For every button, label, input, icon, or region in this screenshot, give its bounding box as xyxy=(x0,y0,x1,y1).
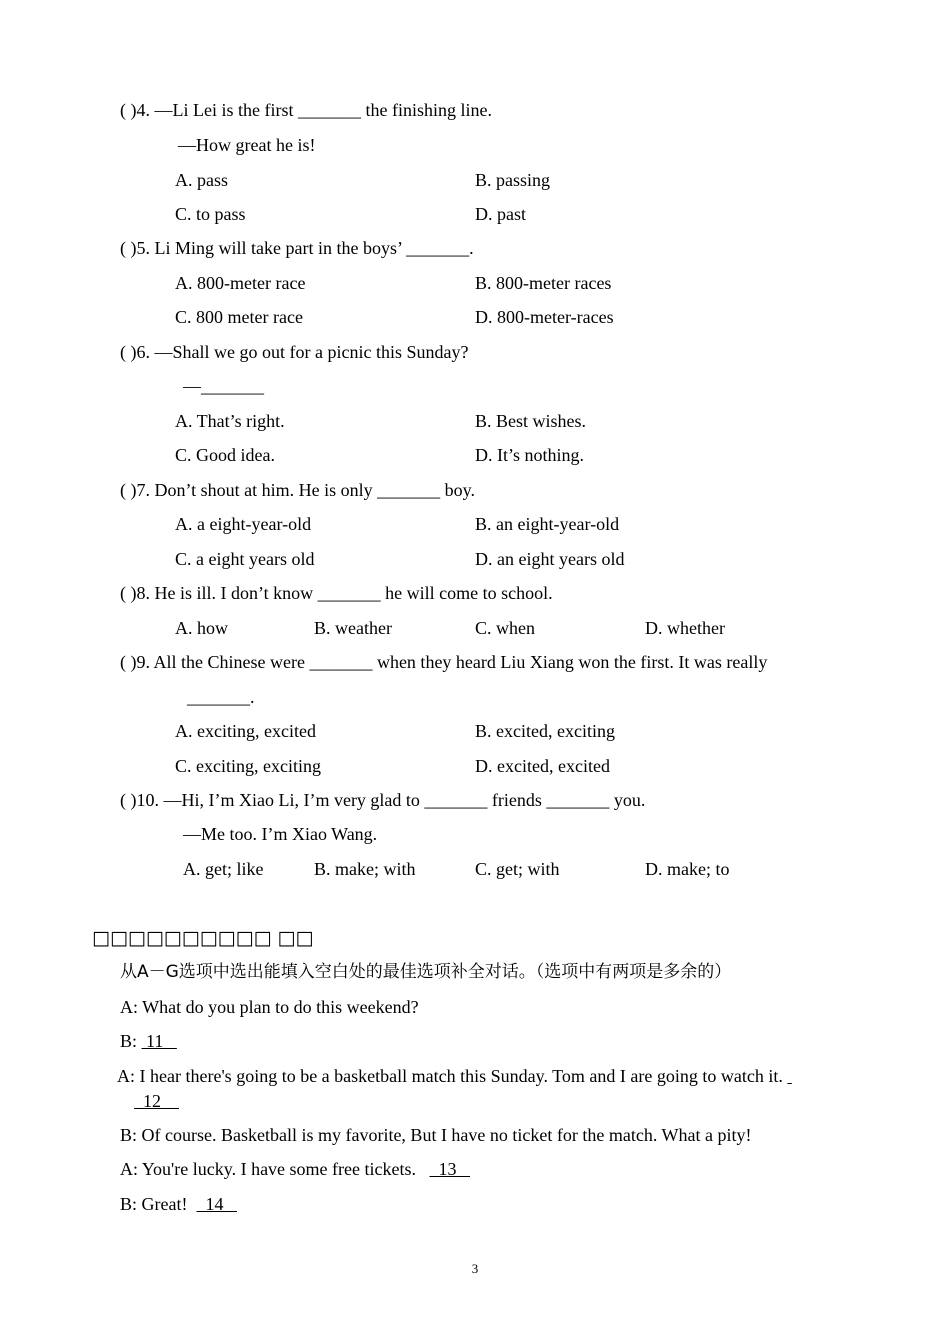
dialogue-line-4-text: B: Of course. Basketball is my favorite, But I have no ticket for the match. What a pity! xyxy=(120,1125,752,1145)
dialogue-line-6-text: B: Great! xyxy=(120,1194,197,1214)
question-8-option-d: D. whether xyxy=(645,618,725,638)
question-5-option-b: B. 800-meter races xyxy=(475,273,612,293)
question-9-stem: ( )9. All the Chinese were _______ when they heard Liu Xiang won the first. It was really xyxy=(120,652,768,672)
question-7-option-c: C. a eight years old xyxy=(175,549,315,569)
question-8-option-b: B. weather xyxy=(314,618,392,638)
question-5-option-a: A. 800-meter race xyxy=(175,273,306,293)
question-6-reply: —_______ xyxy=(183,376,264,396)
question-4-reply: —How great he is! xyxy=(178,135,316,155)
dialogue-line-3 xyxy=(117,1065,792,1087)
question-7-stem: ( )7. Don’t shout at him. He is only _______ boy. xyxy=(120,480,475,500)
question-6-option-c: C. Good idea. xyxy=(175,445,275,465)
question-7-option-d: D. an eight years old xyxy=(475,549,625,569)
question-7-option-a: A. a eight-year-old xyxy=(175,514,312,534)
blank-12-start[interactable] xyxy=(787,1066,792,1086)
question-5-option-c: C. 800 meter race xyxy=(175,307,303,327)
blank-12[interactable]: 12 xyxy=(134,1091,179,1111)
dialogue-line-1-text: A: What do you plan to do this weekend? xyxy=(120,997,419,1017)
question-4-option-a: A. pass xyxy=(175,170,228,190)
question-8-option-c: C. when xyxy=(475,618,535,638)
question-4-option-b: B. passing xyxy=(475,170,551,190)
question-6-option-d: D. It’s nothing. xyxy=(475,445,585,465)
question-6-option-b: B. Best wishes. xyxy=(475,411,587,431)
dialogue-line-2-text: B: xyxy=(120,1031,142,1051)
dialogue-line-5 xyxy=(120,1158,470,1180)
question-4-stem: ( )4. —Li Lei is the first _______ the finishing line. xyxy=(120,100,492,120)
dialogue-line-2 xyxy=(120,1030,177,1052)
question-6-option-a: A. That’s right. xyxy=(175,411,285,431)
question-9-option-b: B. excited, exciting xyxy=(475,721,615,741)
question-7-option-b: B. an eight-year-old xyxy=(475,514,620,534)
question-10-option-b: B. make; with xyxy=(314,859,416,879)
blank-11[interactable]: 11 xyxy=(141,1031,177,1051)
question-5-stem: ( )5. Li Ming will take part in the boys’ _______. xyxy=(120,238,474,258)
question-9-stem-continuation: _______. xyxy=(187,687,255,707)
question-10-stem: ( )10. —Hi, I’m Xiao Li, I’m very glad to _______ friends _______ you. xyxy=(120,790,646,810)
question-10-reply: —Me too. I’m Xiao Wang. xyxy=(183,824,378,844)
section-instruction: 从A－G选项中选出能填入空白处的最佳选项补全对话。（选项中有两项是多余的） xyxy=(120,962,732,982)
page-number: 3 xyxy=(471,1261,479,1276)
dialogue-line-5-text: A: You're lucky. I have some free tickets. xyxy=(120,1159,430,1179)
dialogue-line-3-continuation xyxy=(134,1090,179,1112)
blank-14[interactable]: 14 xyxy=(196,1194,237,1214)
question-5-option-d: D. 800-meter-races xyxy=(475,307,614,327)
question-8-stem: ( )8. He is ill. I don’t know _______ he will come to school. xyxy=(120,583,553,603)
question-10-option-c: C. get; with xyxy=(475,859,560,879)
question-4-option-d: D. past xyxy=(475,204,526,224)
question-8-option-a: A. how xyxy=(175,618,228,638)
question-4-option-c: C. to pass xyxy=(175,204,246,224)
blank-13[interactable]: 13 xyxy=(429,1159,470,1179)
question-9-option-c: C. exciting, exciting xyxy=(175,756,321,776)
dialogue-line-4 xyxy=(120,1124,752,1146)
dialogue-line-6 xyxy=(120,1193,237,1215)
question-9-option-d: D. excited, excited xyxy=(475,756,610,776)
question-10-option-a: A. get; like xyxy=(183,859,264,879)
dialogue-line-1 xyxy=(120,996,419,1018)
question-10-option-d: D. make; to xyxy=(645,859,730,879)
question-6-stem: ( )6. —Shall we go out for a picnic this Sunday? xyxy=(120,342,469,362)
dialogue-line-3-text: A: I hear there's going to be a basketball match this Sunday. Tom and I are going to watch it. xyxy=(117,1066,788,1086)
section-header: □□□□□□□□□□ □□ xyxy=(92,927,314,949)
question-9-option-a: A. exciting, excited xyxy=(175,721,316,741)
